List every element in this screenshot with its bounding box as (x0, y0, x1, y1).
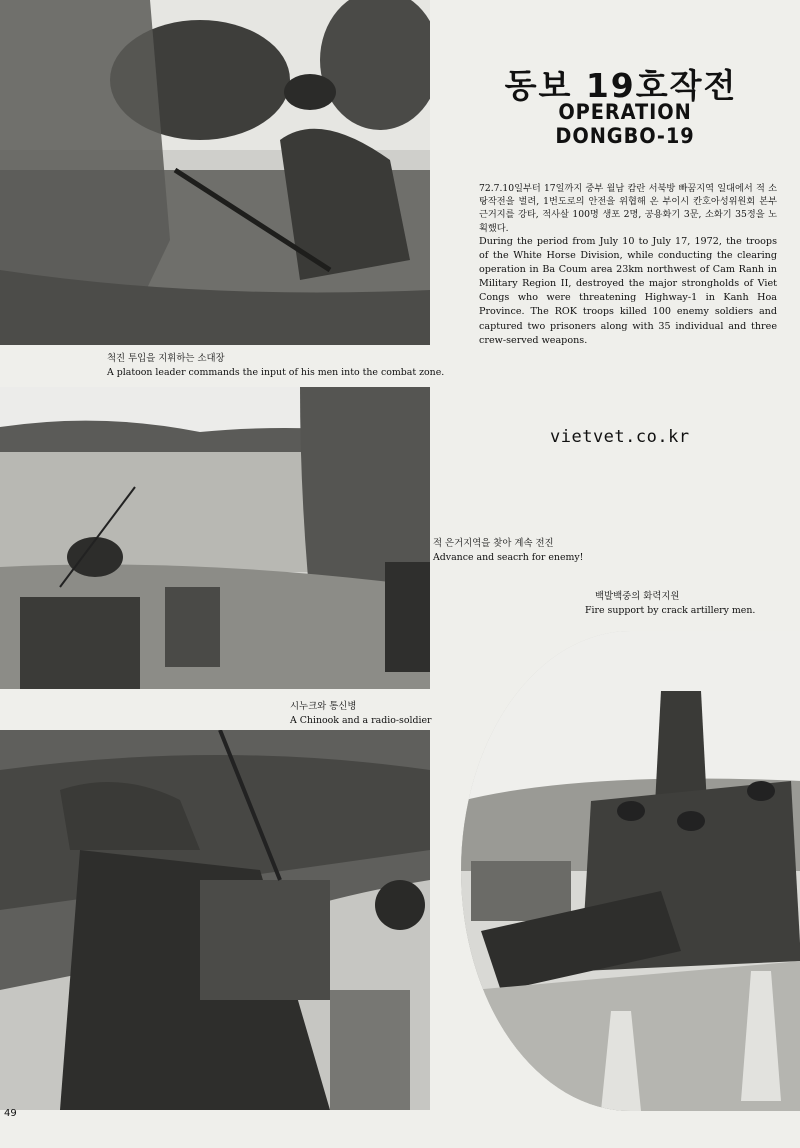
caption-english: Advance and seacrh for enemy! (433, 552, 584, 563)
caption-korean: 시누크와 통신병 (290, 701, 357, 712)
photo-artillery (461, 631, 800, 1111)
caption-fire-support (585, 590, 755, 618)
caption-korean: 적 은거지역을 찾아 계속 전진 (433, 538, 554, 549)
title-korean: 동보 19호작전 (504, 66, 738, 105)
caption-english: A platoon leader commands the input of his men into the combat zone. (107, 367, 445, 378)
caption-advance (433, 537, 583, 565)
photo-platoon-leader (0, 0, 430, 345)
photo-advance (0, 387, 430, 689)
body-text-english: During the period from July 10 to July 17, 1972, the troops of the White Horse Division, while conducting the clearing operation in Ba Coum area 23km northwest of Cam Ranh in Military Region II, destroyed the major strongholds of Viet Congs who were threatening Highway-1 in Kanh Hoa Province. The ROK troops killed 100 enemy soldiers and captured two prisoners along with 35 individual and three crew-served weapons. (479, 236, 777, 346)
body-text-korean: 72.7.10일부터 17일까지 중부 월남 캄란 서북방 빠꿈지역 일대에서 적 소탕작전을 벌려, 1번도로의 안전을 위협해 온 부이시 칸호아성위원회 본부 근거지를 강타, 적사살 100명 생포 2명, 공용화기 3문, 소화기 35정을 노획했다. (479, 183, 777, 234)
caption-english: Fire support by crack artillery men. (585, 605, 756, 616)
caption-platoon-leader (107, 352, 444, 380)
photo-chinook-radio-soldier (0, 730, 430, 1110)
page-number: 49 (4, 1108, 17, 1119)
caption-chinook (290, 700, 432, 728)
title-english: OPERATION DONGBO-19 (555, 100, 695, 148)
caption-korean: 백발백중의 화력지원 (595, 591, 680, 602)
caption-english: A Chinook and a radio-soldier (290, 715, 432, 726)
website-watermark: vietvet.co.kr (550, 427, 690, 447)
caption-korean: 척진 투입을 지휘하는 소대장 (107, 353, 225, 364)
